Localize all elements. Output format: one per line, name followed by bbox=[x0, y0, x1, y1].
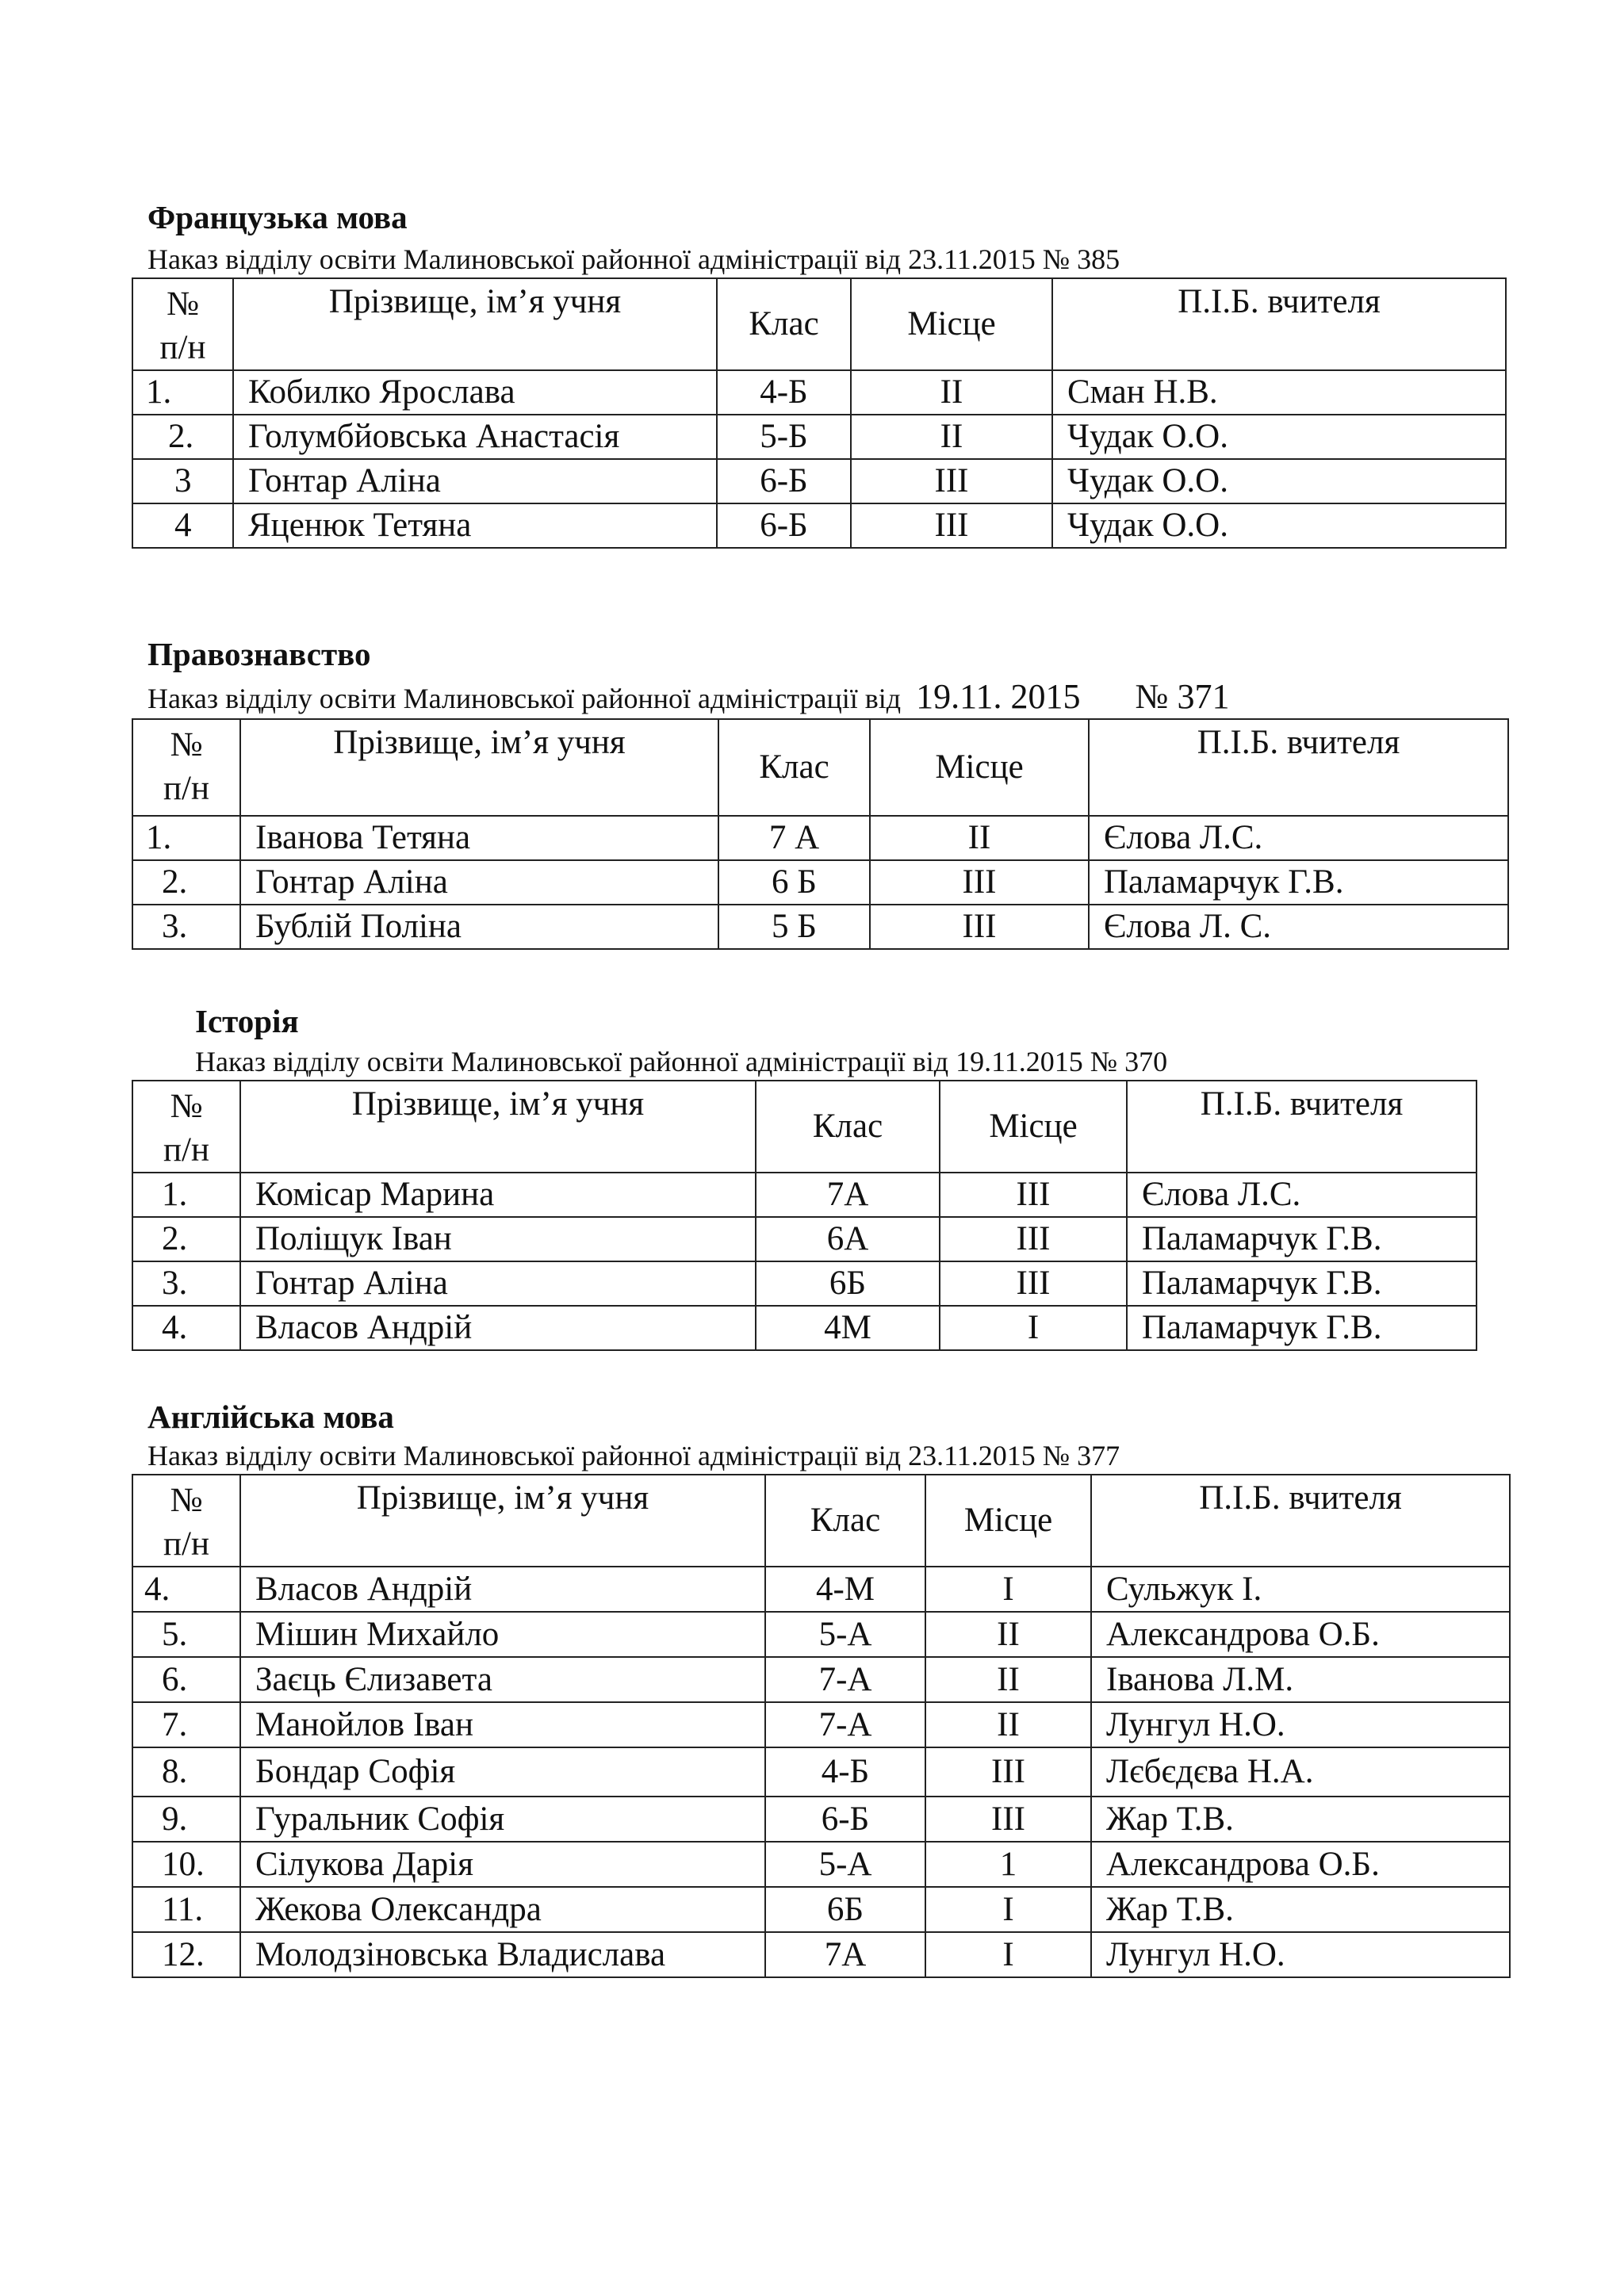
row-place: 1 bbox=[925, 1842, 1091, 1887]
row-class: 4-Б bbox=[717, 370, 851, 415]
row-student-name: Комісар Марина bbox=[240, 1173, 756, 1217]
row-num: 6. bbox=[132, 1657, 240, 1702]
table-row bbox=[132, 1217, 1477, 1261]
section-title-english: Англійська мова bbox=[147, 1399, 394, 1435]
header-name: Прізвище, ім’я учня bbox=[240, 1081, 756, 1173]
table-row bbox=[132, 1612, 1510, 1657]
section-title-french: Французька мова bbox=[147, 199, 408, 235]
row-class: 6-Б bbox=[717, 459, 851, 503]
table-row bbox=[132, 1887, 1510, 1932]
table-header-row bbox=[132, 278, 1506, 370]
results-table-english bbox=[132, 1474, 1511, 1978]
row-student-name: Манойлов Іван bbox=[240, 1702, 765, 1747]
row-teacher: Жар Т.В. bbox=[1091, 1797, 1510, 1842]
table-row bbox=[132, 905, 1508, 949]
header-name: Прізвище, ім’я учня bbox=[240, 719, 718, 816]
results-table-french bbox=[132, 277, 1507, 549]
table-row bbox=[132, 1747, 1510, 1797]
row-teacher: Паламарчук Г.В. bbox=[1127, 1306, 1477, 1350]
row-student-name: Гуральник Софія bbox=[240, 1797, 765, 1842]
row-num: 10. bbox=[132, 1842, 240, 1887]
header-class: Клас bbox=[756, 1081, 940, 1173]
table-row bbox=[132, 1306, 1477, 1350]
row-place: III bbox=[851, 503, 1052, 548]
row-teacher: Паламарчук Г.В. bbox=[1127, 1217, 1477, 1261]
row-place: II bbox=[925, 1702, 1091, 1747]
row-num: 3. bbox=[132, 1261, 240, 1306]
table-row bbox=[132, 816, 1508, 860]
row-teacher: Єлова Л.С. bbox=[1127, 1173, 1477, 1217]
row-teacher: Лунгул Н.О. bbox=[1091, 1702, 1510, 1747]
row-class: 4-М bbox=[765, 1567, 925, 1612]
table-row bbox=[132, 1173, 1477, 1217]
table-row bbox=[132, 1702, 1510, 1747]
row-class: 7А bbox=[756, 1173, 940, 1217]
header-place: Місце bbox=[870, 719, 1089, 816]
row-teacher: Лунгул Н.О. bbox=[1091, 1932, 1510, 1977]
table-row bbox=[132, 1842, 1510, 1887]
row-student-name: Власов Андрій bbox=[240, 1306, 756, 1350]
header-num: № п/н bbox=[132, 278, 233, 370]
row-place: III bbox=[870, 905, 1089, 949]
table-row bbox=[132, 1657, 1510, 1702]
row-num: 2. bbox=[132, 1217, 240, 1261]
order-prefix: Наказ відділу освіти Малиновської районної адміністрації від bbox=[147, 683, 902, 714]
table-header-row bbox=[132, 1081, 1477, 1173]
row-teacher: Іванова Л.М. bbox=[1091, 1657, 1510, 1702]
row-teacher: Чудак О.О. bbox=[1052, 415, 1506, 459]
order-line-french: Наказ відділу освіти Малиновської районної адміністрації від 23.11.2015 № 385 bbox=[147, 243, 1120, 275]
row-student-name: Заєць Єлизавета bbox=[240, 1657, 765, 1702]
row-teacher: Єлова Л.С. bbox=[1089, 816, 1508, 860]
row-class: 5 Б bbox=[718, 905, 870, 949]
header-teacher: П.І.Б. вчителя bbox=[1089, 719, 1508, 816]
row-student-name: Поліщук Іван bbox=[240, 1217, 756, 1261]
row-place: I bbox=[925, 1887, 1091, 1932]
header-place: Місце bbox=[940, 1081, 1127, 1173]
order-date: 19.11. 2015 bbox=[916, 677, 1081, 716]
row-student-name: Сілукова Дарія bbox=[240, 1842, 765, 1887]
table-header-row bbox=[132, 719, 1508, 816]
row-place: III bbox=[940, 1261, 1127, 1306]
row-num: 4. bbox=[132, 1567, 240, 1612]
row-student-name: Молодзіновська Владислава bbox=[240, 1932, 765, 1977]
row-student-name: Власов Андрій bbox=[240, 1567, 765, 1612]
row-place: II bbox=[851, 370, 1052, 415]
header-teacher: П.І.Б. вчителя bbox=[1127, 1081, 1477, 1173]
row-place: II bbox=[870, 816, 1089, 860]
row-place: II bbox=[925, 1657, 1091, 1702]
row-place: III bbox=[925, 1797, 1091, 1842]
row-teacher: Жар Т.В. bbox=[1091, 1887, 1510, 1932]
row-teacher: Лєбєдєва Н.А. bbox=[1091, 1747, 1510, 1797]
row-class: 5-Б bbox=[717, 415, 851, 459]
row-num: 11. bbox=[132, 1887, 240, 1932]
row-place: III bbox=[925, 1747, 1091, 1797]
header-name: Прізвище, ім’я учня bbox=[233, 278, 717, 370]
header-place: Місце bbox=[851, 278, 1052, 370]
row-teacher: Александрова О.Б. bbox=[1091, 1612, 1510, 1657]
row-class: 5-А bbox=[765, 1612, 925, 1657]
row-class: 7А bbox=[765, 1932, 925, 1977]
row-num: 3. bbox=[132, 905, 240, 949]
order-number: № 371 bbox=[1135, 677, 1230, 716]
table-row bbox=[132, 860, 1508, 905]
order-line-law bbox=[147, 679, 1229, 714]
table-row bbox=[132, 1932, 1510, 1977]
row-student-name: Голумбйовська Анастасія bbox=[233, 415, 717, 459]
row-teacher: Александрова О.Б. bbox=[1091, 1842, 1510, 1887]
header-class: Клас bbox=[765, 1475, 925, 1567]
row-place: I bbox=[925, 1932, 1091, 1977]
order-line-history: Наказ відділу освіти Малиновської районної адміністрації від 19.11.2015 № 370 bbox=[195, 1046, 1168, 1077]
row-num: 9. bbox=[132, 1797, 240, 1842]
header-class: Клас bbox=[717, 278, 851, 370]
table-row bbox=[132, 1797, 1510, 1842]
row-class: 4М bbox=[756, 1306, 940, 1350]
row-teacher: Єлова Л. С. bbox=[1089, 905, 1508, 949]
row-num: 1. bbox=[132, 370, 233, 415]
row-place: I bbox=[940, 1306, 1127, 1350]
row-class: 5-А bbox=[765, 1842, 925, 1887]
row-class: 6 Б bbox=[718, 860, 870, 905]
results-table-law bbox=[132, 718, 1509, 950]
row-num: 1. bbox=[132, 1173, 240, 1217]
row-place: III bbox=[851, 459, 1052, 503]
row-place: I bbox=[925, 1567, 1091, 1612]
row-teacher: Чудак О.О. bbox=[1052, 503, 1506, 548]
table-header-row bbox=[132, 1475, 1510, 1567]
row-student-name: Гонтар Аліна bbox=[240, 860, 718, 905]
row-place: III bbox=[870, 860, 1089, 905]
header-teacher: П.І.Б. вчителя bbox=[1052, 278, 1506, 370]
row-place: II bbox=[925, 1612, 1091, 1657]
table-row bbox=[132, 415, 1506, 459]
table-row bbox=[132, 370, 1506, 415]
order-line-english: Наказ відділу освіти Малиновської районної адміністрації від 23.11.2015 № 377 bbox=[147, 1440, 1120, 1471]
row-student-name: Бублій Поліна bbox=[240, 905, 718, 949]
header-teacher: П.І.Б. вчителя bbox=[1091, 1475, 1510, 1567]
row-num: 2. bbox=[132, 415, 233, 459]
row-student-name: Жекова Олександра bbox=[240, 1887, 765, 1932]
section-title-law: Правознавство bbox=[147, 636, 371, 672]
row-student-name: Гонтар Аліна bbox=[240, 1261, 756, 1306]
row-num: 5. bbox=[132, 1612, 240, 1657]
header-num: № п/н bbox=[132, 1081, 240, 1173]
header-place: Місце bbox=[925, 1475, 1091, 1567]
row-student-name: Іванова Тетяна bbox=[240, 816, 718, 860]
row-student-name: Кобилко Ярослава bbox=[233, 370, 717, 415]
row-class: 7 А bbox=[718, 816, 870, 860]
results-table-history bbox=[132, 1080, 1477, 1351]
row-class: 6Б bbox=[756, 1261, 940, 1306]
row-teacher: Паламарчук Г.В. bbox=[1089, 860, 1508, 905]
row-place: II bbox=[851, 415, 1052, 459]
row-num: 8. bbox=[132, 1747, 240, 1797]
header-class: Клас bbox=[718, 719, 870, 816]
row-num: 4. bbox=[132, 1306, 240, 1350]
row-teacher: Паламарчук Г.В. bbox=[1127, 1261, 1477, 1306]
row-class: 6-Б bbox=[765, 1797, 925, 1842]
header-name: Прізвище, ім’я учня bbox=[240, 1475, 765, 1567]
row-place: III bbox=[940, 1173, 1127, 1217]
row-student-name: Мішин Михайло bbox=[240, 1612, 765, 1657]
row-student-name: Бондар Софія bbox=[240, 1747, 765, 1797]
table-row bbox=[132, 1261, 1477, 1306]
row-class: 6А bbox=[756, 1217, 940, 1261]
row-num: 1. bbox=[132, 816, 240, 860]
row-class: 4-Б bbox=[765, 1747, 925, 1797]
row-num: 12. bbox=[132, 1932, 240, 1977]
row-num: 3 bbox=[132, 459, 233, 503]
table-row bbox=[132, 459, 1506, 503]
row-class: 7-А bbox=[765, 1702, 925, 1747]
row-num: 4 bbox=[132, 503, 233, 548]
section-title-history: Історія bbox=[195, 1003, 299, 1039]
row-num: 2. bbox=[132, 860, 240, 905]
row-class: 6Б bbox=[765, 1887, 925, 1932]
header-num: № п/н bbox=[132, 719, 240, 816]
row-teacher: Чудак О.О. bbox=[1052, 459, 1506, 503]
row-teacher: Сульжук І. bbox=[1091, 1567, 1510, 1612]
row-class: 7-А bbox=[765, 1657, 925, 1702]
table-row bbox=[132, 503, 1506, 548]
row-class: 6-Б bbox=[717, 503, 851, 548]
row-student-name: Гонтар Аліна bbox=[233, 459, 717, 503]
header-num: № п/н bbox=[132, 1475, 240, 1567]
row-place: III bbox=[940, 1217, 1127, 1261]
row-num: 7. bbox=[132, 1702, 240, 1747]
row-student-name: Яценюк Тетяна bbox=[233, 503, 717, 548]
row-teacher: Сман Н.В. bbox=[1052, 370, 1506, 415]
table-row bbox=[132, 1567, 1510, 1612]
